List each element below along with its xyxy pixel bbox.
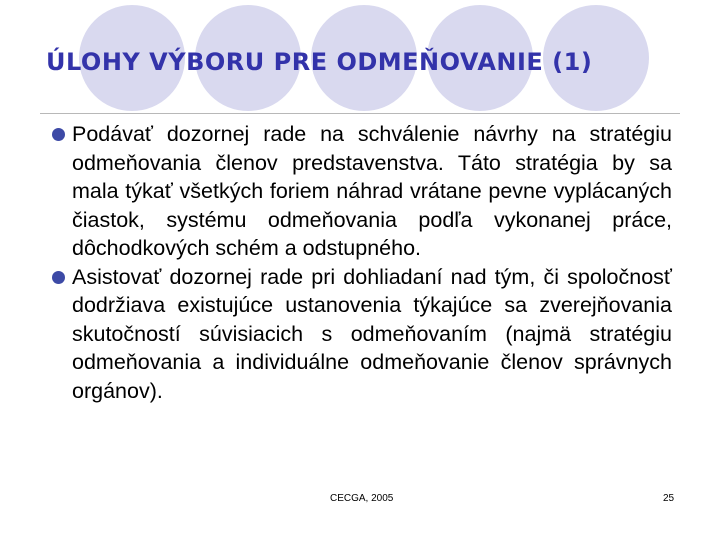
bullet-item: [52, 120, 672, 263]
bullet-item: [52, 263, 672, 406]
title-divider: [40, 113, 680, 114]
bullet-text: Asistovať dozornej rade pri dohliadaní nad tým, či spoločnosť dodržiava existujúce ustanovenia týkajúce sa zverejňovania skutočností súvisiacich s odmeňovaním (najmä stratégiu odmeňovania a individuálne odmeňovanie členov správnych orgánov).: [72, 264, 672, 403]
bullet-text: Podávať dozornej rade na schválenie návrhy na stratégiu odmeňovania členov predstavenstva. Táto stratégia by sa mala týkať všetkých foriem náhrad vrátane pevne vyplácaných čiastok, systému odmeňovania podľa vykonanej práce, dôchodkových schém a odstupného.: [72, 122, 672, 260]
bullet-list: [52, 120, 672, 405]
page-number: 25: [663, 493, 675, 504]
slide-title: ÚLOHY VÝBORU PRE ODMEŇOVANIE (1): [46, 48, 593, 76]
footer-source: CECGA, 2005: [330, 493, 394, 504]
bullet-icon: [52, 271, 65, 284]
bullet-icon: [52, 128, 65, 141]
